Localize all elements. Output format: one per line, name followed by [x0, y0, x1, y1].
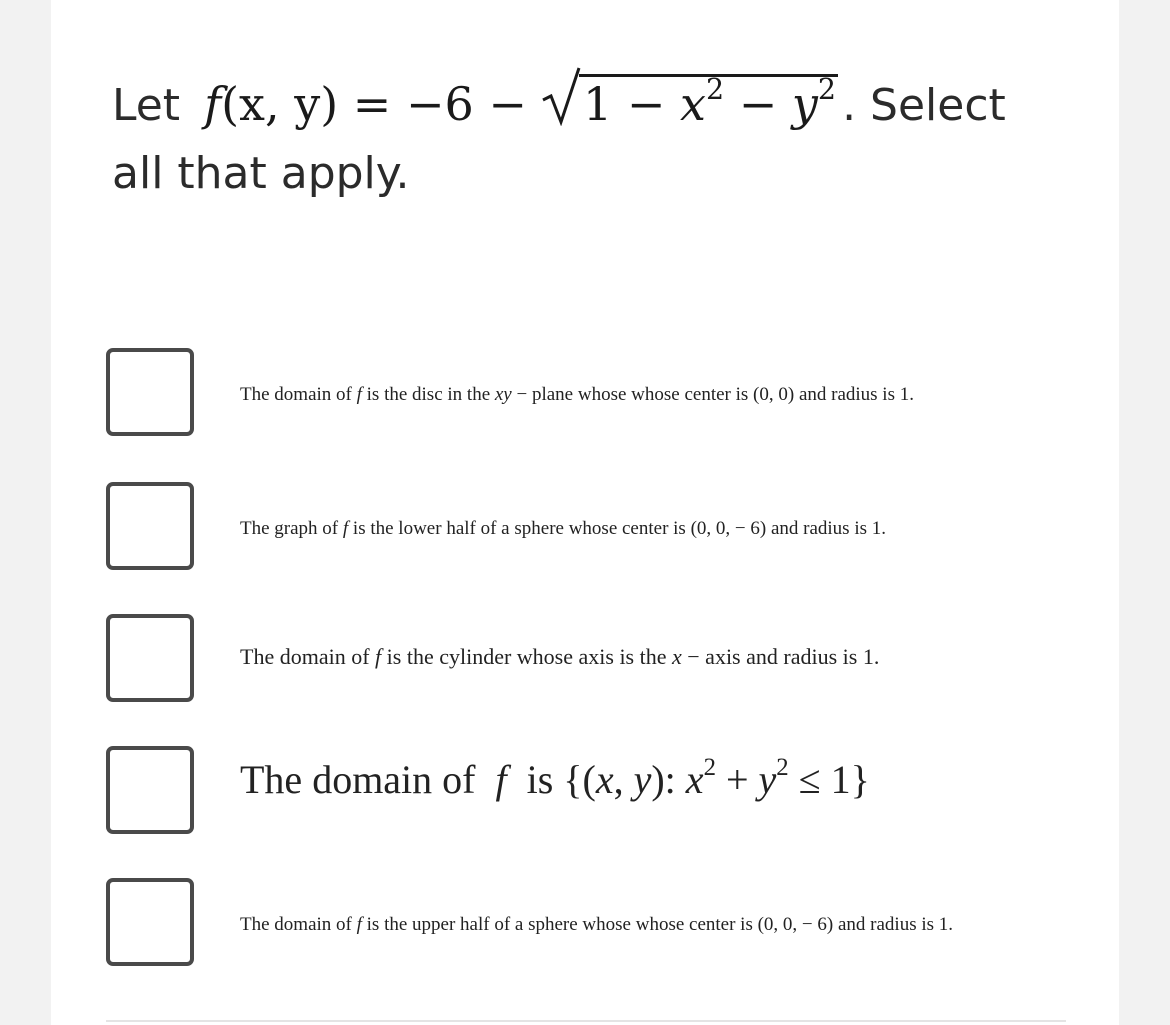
- question-tail: . Select: [842, 80, 1006, 131]
- function-definition: f (x, y) = −6 − $1 - x^2 - y^2$: [204, 74, 838, 127]
- radical-sign-icon: [541, 66, 581, 126]
- answer-option-2: [0, 482, 1170, 582]
- option-1-checkbox[interactable]: [106, 348, 194, 436]
- option-4-checkbox[interactable]: [106, 746, 194, 834]
- question-line-2: all that apply.: [112, 148, 410, 199]
- option-1-text: The domain of f is the disc in the xy − plane whose whose center is (0, 0) and radius is 1.: [240, 384, 914, 405]
- answer-option-3: [0, 614, 1170, 714]
- option-3-text: The domain of f is the cylinder whose axis is the x − axis and radius is 1.: [240, 644, 880, 669]
- radicand: $1 - x^2 - y^2$: [579, 74, 838, 127]
- question-line-1: [112, 73, 1006, 131]
- option-2-checkbox[interactable]: [106, 482, 194, 570]
- answer-option-1: [0, 348, 1170, 448]
- question-lead: Let: [112, 80, 181, 131]
- option-5-checkbox[interactable]: [106, 878, 194, 966]
- option-3-checkbox[interactable]: [106, 614, 194, 702]
- answer-option-5: [0, 878, 1170, 978]
- option-5-text: The domain of f is the upper half of a sphere whose whose center is (0, 0, − 6) and radius is 1.: [240, 914, 954, 935]
- square-root: [541, 73, 838, 131]
- bottom-divider: [106, 1020, 1066, 1022]
- option-2-text: The graph of f is the lower half of a sphere whose center is (0, 0, − 6) and radius is 1.: [240, 518, 886, 539]
- answer-option-4: [0, 746, 1170, 846]
- option-4-text: The domain of f is {(x, y): $x^2 + y^2 \le 1$}: [240, 753, 870, 802]
